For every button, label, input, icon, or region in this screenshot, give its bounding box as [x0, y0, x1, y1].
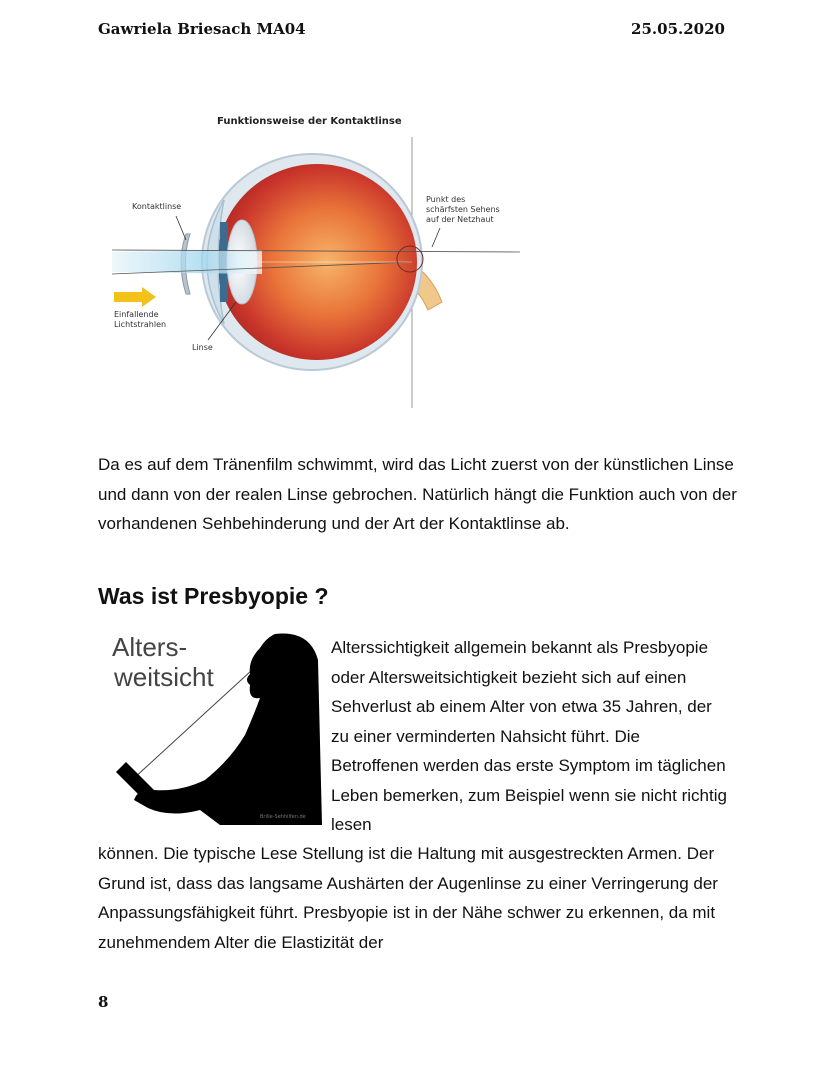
- label-kontaktlinse: Kontaktlinse: [132, 202, 182, 211]
- header-date: 25.05.2020: [631, 20, 725, 38]
- paragraph-presbyopia-wrapped: Alterssichtigkeit allgemein bekannt als Presbyopie oder Altersweitsichtigkeit bezieht sich auf einen Sehverlust ab einem Alter von etwa 35 Jahren, der zu einer verminderten Nahsicht führt. Die Betroffenen werden das erste Symptom im täglichen Leben bemerken, zum Beispiel wenn sie nicht richtig lesen: [331, 638, 727, 834]
- label-punkt-line1: Punkt des: [426, 195, 466, 204]
- figure-watermark: Brille-Sehhilfen.de: [260, 814, 306, 820]
- label-einfallende-line1: Einfallende: [114, 310, 159, 319]
- figure-label-line2: weitsicht: [114, 662, 214, 692]
- leader-punkt: [432, 228, 440, 247]
- paragraph-presbyopia-continued: können. Die typische Lese Stellung ist die Haltung mit ausgestreckten Armen. Der Grund ist, dass das langsame Aushärten der Augenlinse zu einer Verringerung der Anpassungsfähigkeit führt. Presbyopie ist in der Nähe schwer zu erkennen, da mit zunehmendem Alter die Elastizität der: [98, 844, 718, 952]
- figure-label-line1: Alters-: [112, 632, 188, 662]
- label-linse: Linse: [192, 343, 213, 352]
- header-author: Gawriela Briesach MA04: [98, 20, 306, 38]
- incoming-light-arrow-icon: [114, 287, 156, 307]
- presbyopia-illustration: [110, 630, 322, 825]
- contact-lens-diagram: [112, 112, 532, 412]
- label-punkt-line3: auf der Netzhaut: [426, 215, 494, 224]
- light-beam: [112, 250, 262, 274]
- page-number: 8: [98, 993, 109, 1011]
- paragraph-contact-lens: Da es auf dem Tränenfilm schwimmt, wird das Licht zuerst von der künstlichen Linse und dann von der realen Linse gebrochen. Natürlich hängt die Funktion auch von der vorhandenen Sehbehinderung und der Art der Kontaktlinse ab.: [98, 455, 737, 533]
- leader-kontaktlinse: [176, 216, 186, 240]
- diagram-title: Funktionsweise der Kontaktlinse: [217, 116, 402, 127]
- section-heading: Was ist Presbyopie ?: [98, 583, 329, 609]
- label-einfallende-line2: Lichtstrahlen: [114, 320, 167, 329]
- label-punkt-line2: schärfsten Sehens: [426, 205, 500, 214]
